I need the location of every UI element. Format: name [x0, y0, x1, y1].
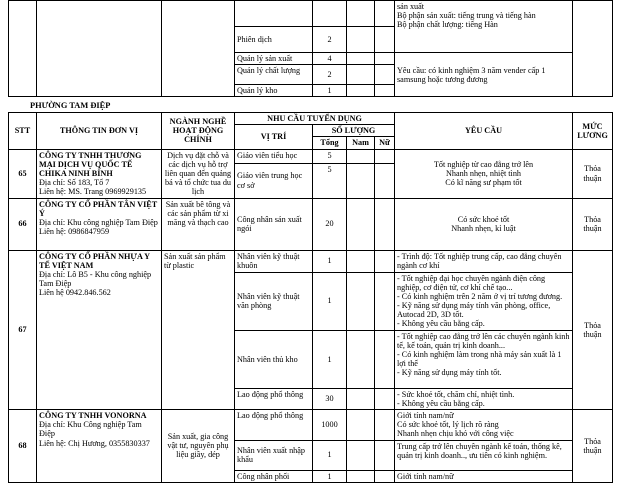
company-info: CÔNG TY CỔ PHẦN NHỰA Y TẾ VIỆT NAM Địa chỉ: Lô B5 - Khu công nghiệp Tam Điệp Liên hệ 0942.846.562	[37, 250, 162, 410]
header-need: NHU CẦU TUYỂN DỤNG	[235, 113, 395, 125]
table-row: Nhân viên kỹ thuật văn phòng 1 - Tốt nghiệp đại học chuyên ngành điện công nghiệp, cơ điện tử, cơ khí chế tạo... - Có kinh nghiệm trên 2 năm ở vị trí tương đương. - Kỹ năng sử dụng máy tính văn phòng, office, Autocad 2D, 3D tốt. - Không yêu cầu bằng cấp.	[9, 272, 613, 330]
header-quantity: SỐ LƯỢNG	[313, 125, 395, 137]
header-info: THÔNG TIN ĐƠN VỊ	[37, 113, 162, 150]
table-row: 67 CÔNG TY CỔ PHẦN NHỰA Y TẾ VIỆT NAM Địa chỉ: Lô B5 - Khu công nghiệp Tam Điệp Liên hệ 0942.846.562 Sản xuất sản phẩm từ plastic Nhân viên kỹ thuật khuôn 1 - Trình độ: Tốt nghiệp trung cấp, cao đẳng chuyên ngành cơ khí Thỏa thuận	[9, 250, 613, 272]
header-salary: MỨC LƯƠNG	[573, 113, 613, 150]
header-male: Nam	[347, 137, 375, 149]
header-total: Tổng	[313, 137, 347, 149]
table-row: 66 CÔNG TY CỔ PHẦN TÂN VIỆT Ý Địa chỉ: Khu công nghiệp Tam Điệp Liên hệ: 0986847959 Sản xuất bê tông và các sản phẩm từ xi măng và thạch cao Công nhân sản xuất ngói 20 Có sức khoẻ tốt Nhanh nhẹn, kỉ luật Thỏa thuận	[9, 198, 613, 250]
table-row: Quản lý chất lượng 2	[9, 65, 613, 85]
header-industry: NGÀNH NGHỀ HOẠT ĐỘNG CHÍNH	[162, 113, 235, 150]
requirements-cell: - Tốt nghiệp cao đẳng trở lên các chuyên ngành kinh tế, kế toán, quản trị kinh doanh... - Có kinh nghiệm làm trong nhà máy sản xuất là 1 lợi thế - Kỹ năng sử dụng máy tính tốt.	[395, 330, 573, 388]
table-row: Lao động phổ thông 30 - Sức khoẻ tốt, chăm chỉ, nhiệt tình. - Không yêu cầu bằng cấp.	[9, 388, 613, 409]
requirements-cell: Tốt nghiệp từ cao đẳng trở lên Nhanh nhẹn, nhiệt tình Có kĩ năng sư phạm tốt	[395, 149, 573, 198]
table-row: Phiên dịch 2	[9, 27, 613, 53]
requirements-cell: sản xuất Bộ phận sản xuất: tiếng trung và tiếng hàn Bộ phận chất lượng: tiếng Hàn	[395, 1, 573, 53]
table-row: 68 CÔNG TY TNHH VONORNA Địa chỉ: Khu Công nghiệp Tam Điệp Liên hệ: Chị Hương, 0355830337 Sản xuất, gia công vật tư, nguyên phụ liệu giầy, dép Lao động phổ thông 1000 Giới tính nam/nữ Có sức khoẻ tốt, lý lịch rõ ràng Nhanh nhẹn chịu khó với công việc Thỏa thuận	[9, 410, 613, 441]
header-requirements: YÊU CẦU	[395, 113, 573, 150]
company-info: CÔNG TY CỔ PHẦN TÂN VIỆT Ý Địa chỉ: Khu công nghiệp Tam Điệp Liên hệ: 0986847959	[37, 198, 162, 250]
header-position: VỊ TRÍ	[235, 125, 313, 149]
table-row: Công nhân phối 1 Giới tính nam/nữ	[9, 470, 613, 482]
header-row	[9, 113, 613, 125]
table-row: Quản lý sản xuất 4 Yêu cầu: có kinh nghiệm 3 năm vender cấp 1 samsung hoặc tương đương	[9, 53, 613, 65]
table-row: Giáo viên trung học cơ sở 5	[9, 163, 613, 198]
header-female: Nữ	[375, 137, 395, 149]
recruitment-table	[8, 112, 613, 483]
table-row: Nhân viên thủ kho 1 - Tốt nghiệp cao đẳng trở lên các chuyên ngành kinh tế, kế toán, quản trị kinh doanh... - Có kinh nghiệm làm trong nhà máy sản xuất là 1 lợi thế - Kỹ năng sử dụng máy tính tốt.	[9, 330, 613, 388]
requirements-cell: Có sức khoẻ tốt Nhanh nhẹn, kỉ luật	[395, 198, 573, 250]
section-title: PHƯỜNG TAM ĐIỆP	[30, 101, 111, 110]
company-info: CÔNG TY TNHH THƯƠNG MẠI DỊCH VỤ QUỐC TẾ CHIKA NINH BÌNH Địa chỉ: Số 183, Tổ 7 Liên hệ: MS. Trang 0969929135	[37, 149, 162, 198]
requirements-cell: - Tốt nghiệp đại học chuyên ngành điện công nghiệp, cơ điện tử, cơ khí chế tạo... - Có kinh nghiệm trên 2 năm ở vị trí tương đương. - Kỹ năng sử dụng máy tính văn phòng, office, Autocad 2D, 3D tốt. - Không yêu cầu bằng cấp.	[395, 272, 573, 330]
header-stt: STT	[9, 113, 37, 150]
table-row: 65 CÔNG TY TNHH THƯƠNG MẠI DỊCH VỤ QUỐC TẾ CHIKA NINH BÌNH Địa chỉ: Số 183, Tổ 7 Liên hệ: MS. Trang 0969929135 Dịch vụ đặt chỗ và các dịch vụ hỗ trợ liên quan đến quảng bá và tổ chức tua du lịch Giáo viên tiểu học 5 Tốt nghiệp từ cao đẳng trở lên Nhanh nhẹn, nhiệt tình Có kĩ năng sư phạm tốt Thỏa thuận	[9, 149, 613, 163]
requirements-cell: Giới tính nam/nữ Có sức khoẻ tốt, lý lịch rõ ràng Nhanh nhẹn chịu khó với công việc	[395, 410, 573, 441]
table-row	[9, 1, 613, 27]
table-row: Nhân viên xuất nhập khẩu 1 Trung cấp trở lên chuyên ngành kế toán, thống kê, quản trị kinh doanh.., ưu tiên có kinh nghiệm.	[9, 440, 613, 470]
previous-company-table	[8, 0, 613, 97]
table-row: Quản lý kho 1	[9, 85, 613, 97]
company-info: CÔNG TY TNHH VONORNA Địa chỉ: Khu Công nghiệp Tam Điệp Liên hệ: Chị Hương, 0355830337	[37, 410, 162, 483]
requirements-cell: - Sức khoẻ tốt, chăm chỉ, nhiệt tình. - Không yêu cầu bằng cấp.	[395, 388, 573, 409]
